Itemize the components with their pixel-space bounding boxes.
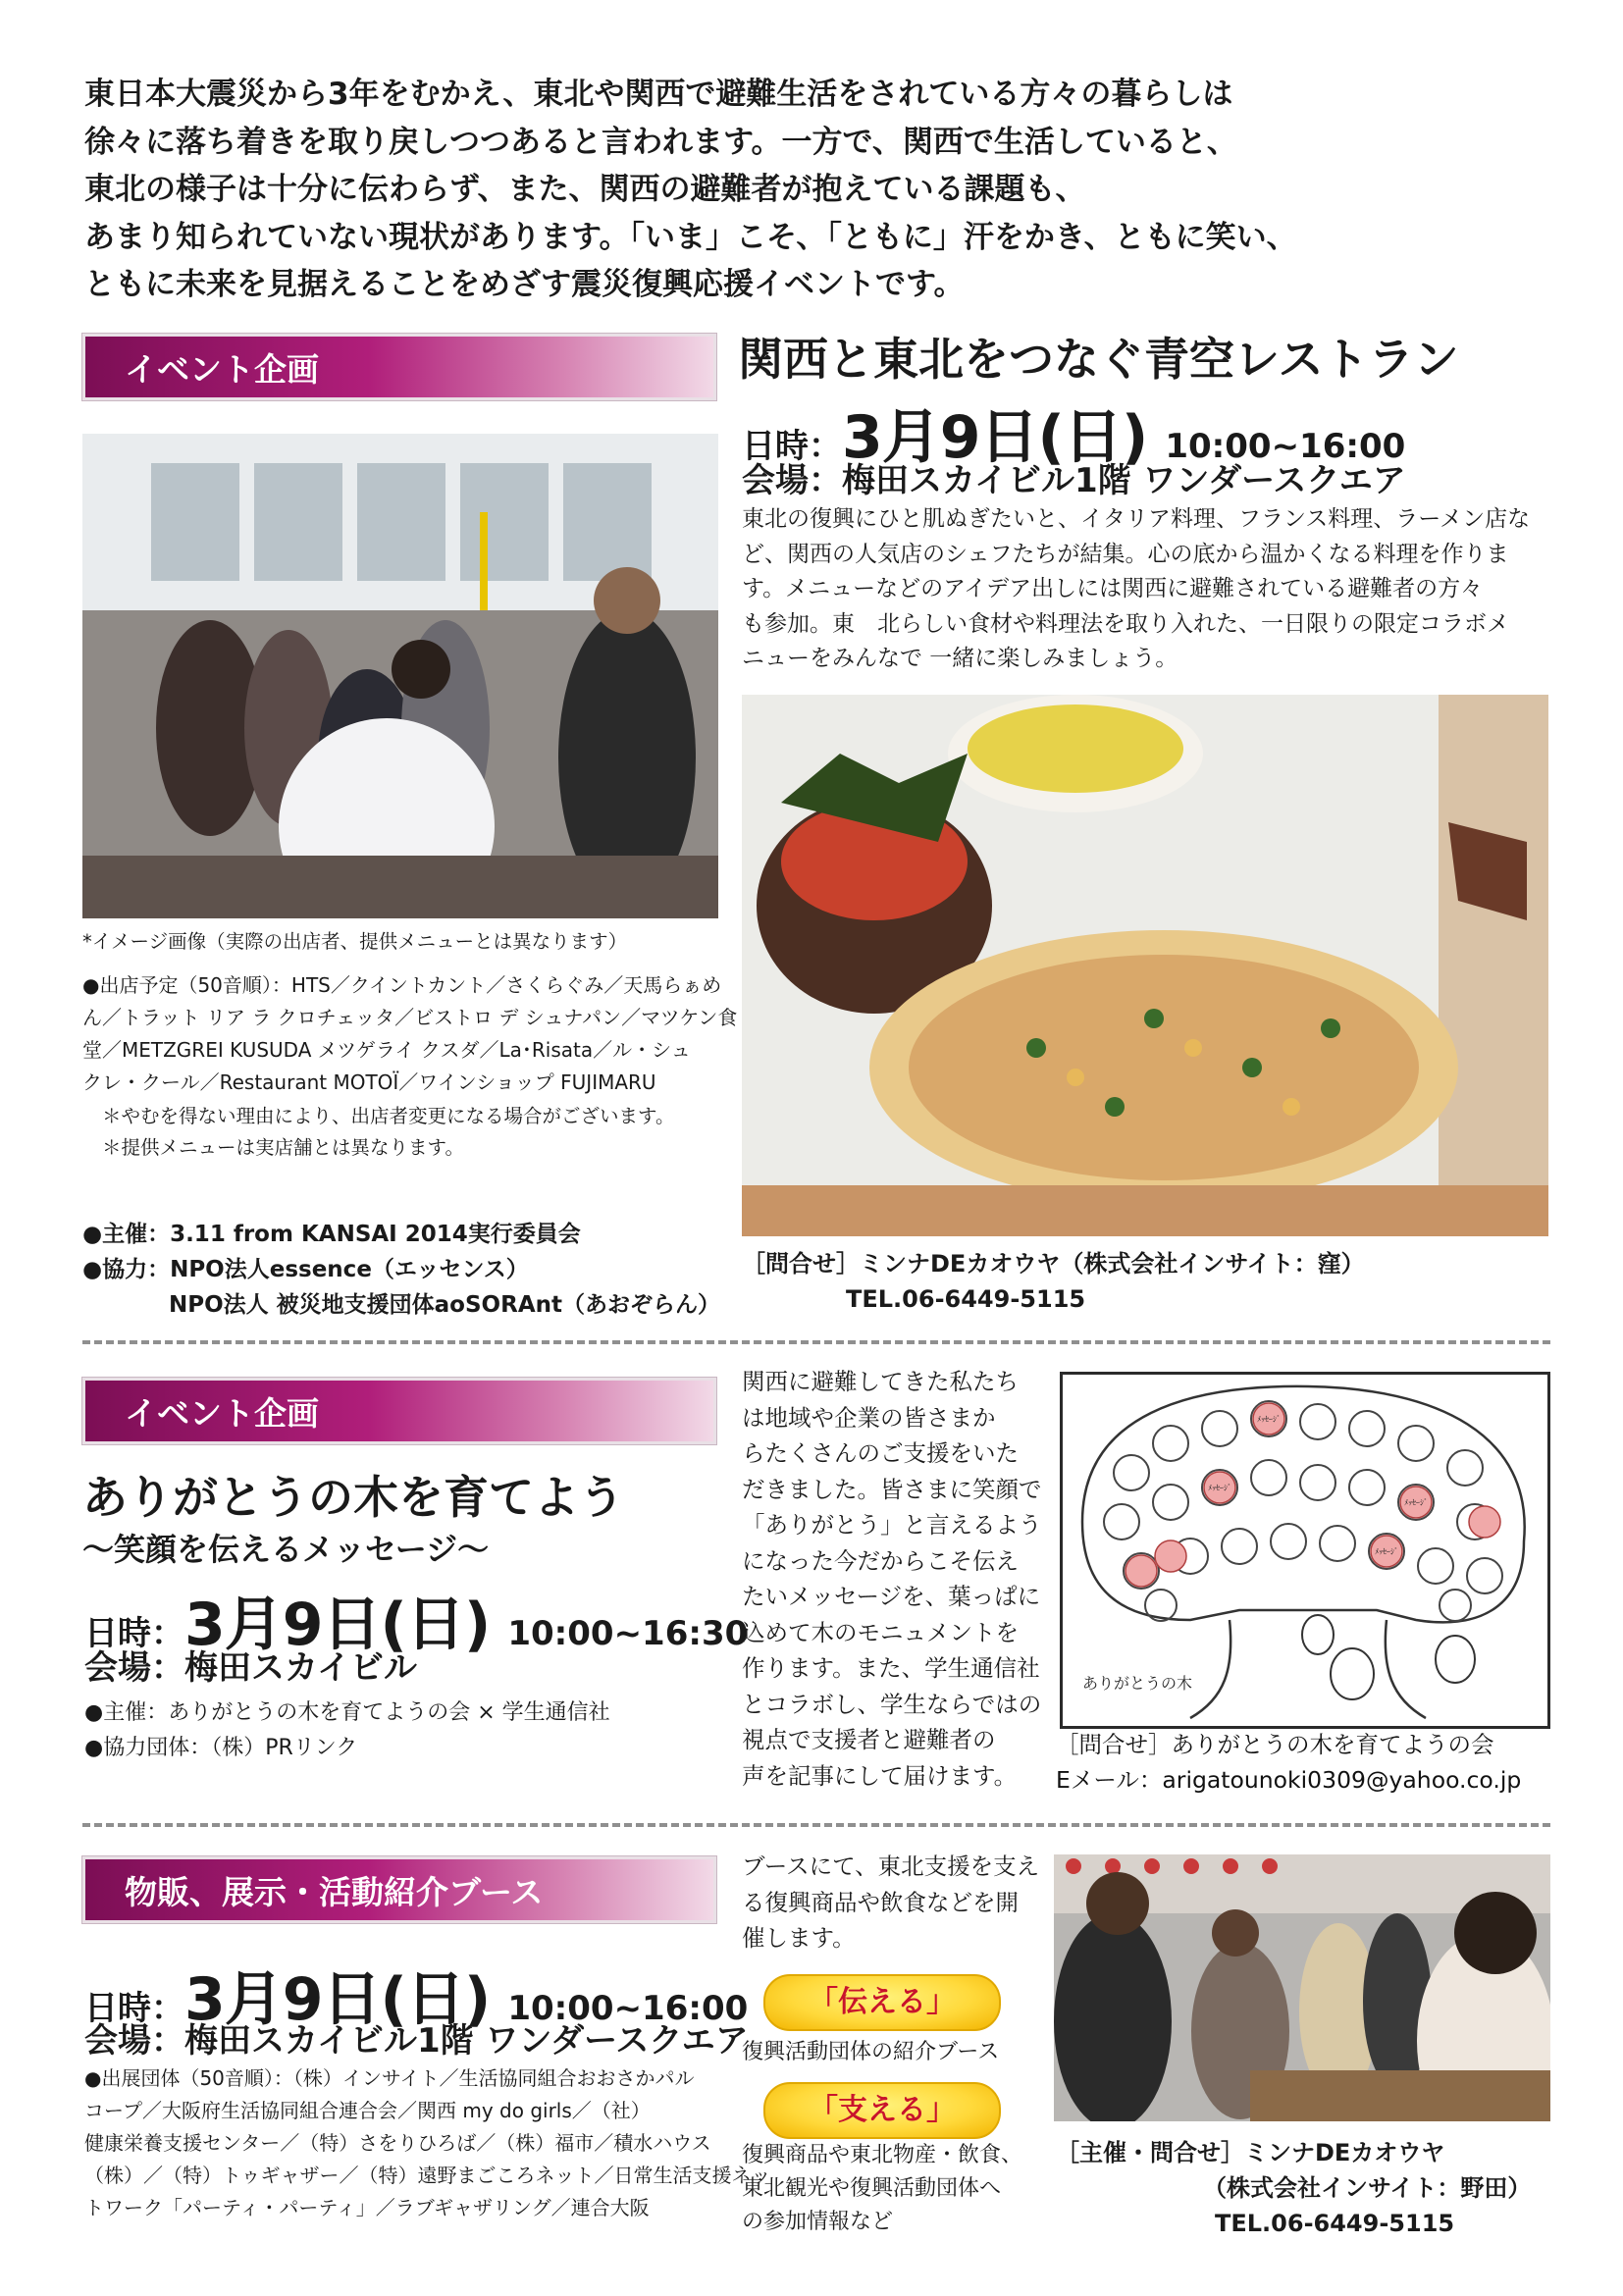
note-line: ＊提供メニューは実店舗とは異なります。 [102,1135,464,1159]
tree-apple-label: ﾒｯｾｰｼﾞ [1404,1498,1428,1507]
date-value: 3月9日(日) [842,403,1148,472]
desc-line: 作ります。また、学生通信社 [742,1654,1040,1682]
sasaeru-desc [742,2139,1022,2239]
date-label: 日時： [742,427,842,466]
tree-apple-label: ﾒｯｾｰｼﾞ [1257,1415,1281,1424]
section2-subtitle: ～笑顔を伝えるメッセージ～ [82,1531,490,1568]
desc-line: の参加情報など [742,2210,894,2234]
email-line: Eメール：arigatounoki0309@yahoo.co.jp [1056,1766,1522,1794]
desc-line: は地域や企業の皆さまか [742,1403,996,1432]
contact-line: （株式会社インサイト：野田） [1203,2174,1532,2202]
section-divider [82,1823,1550,1827]
section3-description [742,1849,1039,1957]
tsutaeru-desc: 復興活動団体の紹介ブース [742,2040,1000,2064]
desc-line: も参加。東 北らしい食材や料理法を取り入れた、一日限りの限定コラボメ [742,610,1509,637]
contact-line: ［問合せ］ミンナDEカオウヤ（株式会社インサイト：窪） [742,1250,1365,1278]
section2-credits [84,1696,610,1766]
time-value: 10:00~16:30 [507,1614,749,1653]
shop-line: ●出店予定（50音順）：HTS／クイントカント／さくらぐみ／天馬らぁめ [82,973,722,997]
tree-apple-label: ﾒｯｾｰｼﾞ [1375,1547,1398,1556]
desc-line: 視点で支援者と避難者の [742,1726,996,1753]
section2-contact [1056,1727,1521,1798]
desc-line: たいメッセージを、葉っぱに [742,1583,1041,1610]
desc-line: 東北観光や復興活動団体へ [742,2176,1002,2201]
contact-line: ［主催・問合せ］ミンナDEカオウヤ [1056,2139,1445,2166]
date-label: 日時： [84,1614,184,1653]
shop-line: 堂／METZGREI KUSUDA メツゲライ クスダ／La･Risata／ル・シュ [82,1038,691,1062]
tel-line: TEL.06-6449-5115 [846,1285,1086,1313]
desc-line: ブースにて、東北支援を支え [742,1852,1040,1880]
section1-contact [742,1246,1365,1317]
section2-description [742,1364,1042,1794]
note-line: ＊やむを得ない理由により、出店者変更になる場合がございます。 [102,1105,675,1127]
desc-line: 関西に避難してきた私たち [742,1368,1019,1395]
section1-ribbon: イベント企画 [82,334,716,400]
shop-notes [102,1101,674,1163]
exhibitor-line: （株）／（特）トゥギャザー／（特）遠野まごころネット／日常生活支援ネッ [84,2164,771,2187]
photo-caption: *イメージ画像（実際の出店者、提供メニューとは異なります） [82,930,628,953]
exhibitor-line: ●出展団体（50音順）：（株）インサイト／生活協同組合おおさかパル [84,2066,695,2090]
tel-line: TEL.06-6449-5115 [1215,2210,1455,2237]
desc-line: 「ありがとう」と言えるよう [742,1511,1042,1539]
section1-title: 関西と東北をつなぐ青空レストラン [738,333,1459,386]
time-value: 10:00~16:00 [507,1989,749,2028]
desc-line: とコラボし、学生ならではの [742,1690,1042,1718]
exhibitor-list [84,2062,771,2224]
food-photo [742,695,1548,1236]
desc-line: す。メニューなどのアイデア出しには関西に避難されている避難者の方々 [742,576,1484,601]
intro-line: ともに未来を見据えることをめざす震災復興応援イベントです。 [84,267,965,302]
section2-ribbon: イベント企画 [82,1378,716,1444]
shop-line: クレ・クール／Restaurant MOTOÏ／ワインショップ FUJIMARU [82,1070,656,1094]
intro-paragraph [84,71,1458,309]
intro-line: 東北の様子は十分に伝わらず、また、関西の避難者が抱えている課題も、 [84,172,1086,207]
desc-line: 声を記事にして届けます。 [742,1761,1018,1790]
date-value: 3月9日(日) [184,1591,491,1659]
exhibitor-line: 健康栄養支援センター／（特）さをりひろば／（株）福市／積水ハウス [84,2131,711,2155]
arigatou-tree-illustration [1060,1372,1550,1729]
tsutaeru-badge: 「伝える」 [763,1974,1001,2031]
intro-line: あまり知られていない現状があります。「いま」こそ、「ともに」汗をかき、ともに笑い、 [84,219,1297,255]
section2-title: ありがとうの木を育てよう [82,1471,624,1524]
exhibitor-line: コープ／大阪府生活協同組合連合会／関西 my do girls／（社） [84,2099,651,2122]
section2-venue: 会場：梅田スカイビル [84,1648,417,1688]
section3-ribbon: 物販、展示・活動紹介ブース [82,1856,716,1923]
section1-credits [82,1217,720,1323]
section-divider [82,1340,1550,1344]
date-label: 日時： [84,1989,184,2028]
cooperation: NPO法人 被災地支援団体aoSORAnt（あおぞらん） [169,1292,720,1318]
section1-venue: 会場：梅田スカイビル1階 ワンダースクエア [742,461,1406,500]
organizer: ●主催：3.11 from KANSAI 2014実行委員会 [82,1222,581,1247]
section3-contact [1056,2135,1531,2241]
booth-photo [1054,1854,1550,2121]
desc-line: になった今だからこそ伝え [742,1546,1019,1575]
organizer: ●主催：ありがとうの木を育てようの会 × 学生通信社 [84,1700,610,1725]
contact-line: ［問合せ］ありがとうの木を育てようの会 [1056,1731,1494,1758]
tree-apple-label: ﾒｯｾｰｼﾞ [1208,1484,1231,1492]
intro-line: 東日本大震災から3年をむかえ、東北や関西で避難生活をされている方々の暮らしは [84,77,1233,112]
desc-line: 込めて木のモニュメントを [742,1618,1019,1646]
intro-line: 徐々に落ち着きを取り戻しつつあると言われます。一方で、関西で生活していると、 [84,124,1237,160]
desc-line: ど、関西の人気店のシェフたちが結集。心の底から温かくなる料理を作りま [742,541,1509,567]
desc-line: 復興商品や東北物産・飲食、 [742,2143,1023,2167]
cooperation: ●協力団体：（株）PRリンク [84,1736,358,1760]
shop-line: ん／トラット リア ラ クロチェッタ／ビストロ デ シュナパン／マツケン食 [82,1006,738,1029]
desc-line: 催します。 [742,1924,856,1952]
desc-line: る復興商品や飲食などを開 [742,1888,1019,1916]
desc-line: だきました。皆さまに笑顔で [742,1475,1042,1503]
section1-description [742,502,1530,677]
desc-line: 東北の復興にひと肌ぬぎたいと、イタリア料理、フランス料理、ラーメン店な [742,506,1531,532]
desc-line: らたくさんのご支援をいた [742,1439,1019,1467]
shop-list [82,969,737,1099]
desc-line: ニューをみんなで 一緒に楽しみましょう。 [742,646,1178,671]
outdoor-event-photo [82,434,718,918]
cooperation: ●協力：NPO法人essence（エッセンス） [82,1257,529,1282]
sasaeru-badge: 「支える」 [763,2082,1001,2139]
tree-caption: ありがとうの木 [1082,1674,1193,1693]
date-value: 3月9日(日) [184,1965,491,2034]
time-value: 10:00~16:00 [1165,427,1406,466]
section3-venue: 会場：梅田スカイビル1階 ワンダースクエア [84,2021,749,2061]
exhibitor-line: トワーク「パーティ・パーティ」／ラブギャザリング／連合大阪 [84,2196,650,2219]
